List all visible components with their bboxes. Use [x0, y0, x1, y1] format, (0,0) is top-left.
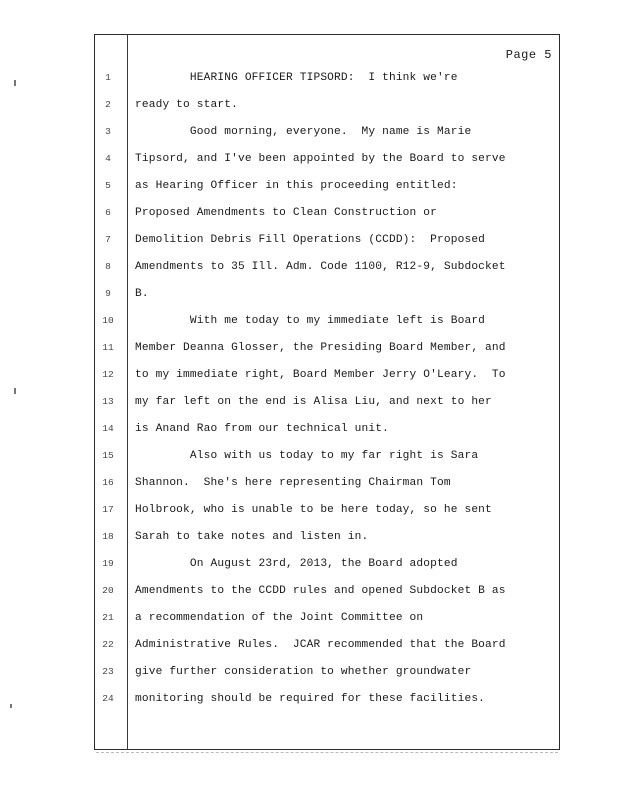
- transcript-line: B.: [135, 288, 149, 300]
- line-number: 14: [102, 423, 114, 434]
- transcript-line: Administrative Rules. JCAR recommended that the Board: [135, 639, 506, 651]
- transcript-line: to my immediate right, Board Member Jerry O'Leary. To: [135, 369, 506, 381]
- line-number: 16: [102, 477, 114, 488]
- line-number: 23: [102, 666, 114, 677]
- scan-mark: [14, 388, 16, 394]
- scan-mark: [10, 704, 12, 708]
- line-number-column: [96, 67, 120, 715]
- line-number: 10: [102, 315, 114, 326]
- line-number: 18: [102, 531, 114, 542]
- transcript-line: Demolition Debris Fill Operations (CCDD): Proposed: [135, 234, 486, 246]
- line-number: 17: [102, 504, 114, 515]
- line-number: 11: [102, 342, 114, 353]
- transcript-body: [135, 67, 551, 715]
- transcript-line: Holbrook, who is unable to be here today, so he sent: [135, 504, 492, 516]
- transcript-line: Also with us today to my far right is Sara: [135, 450, 479, 462]
- transcript-line: as Hearing Officer in this proceeding entitled:: [135, 180, 458, 192]
- line-number: 5: [105, 180, 111, 191]
- transcript-line: Good morning, everyone. My name is Marie: [135, 126, 472, 138]
- line-number: 15: [102, 450, 114, 461]
- transcript-line: Amendments to 35 Ill. Adm. Code 1100, R12-9, Subdocket: [135, 261, 506, 273]
- line-number: 4: [105, 153, 111, 164]
- transcript-line: a recommendation of the Joint Committee on: [135, 612, 424, 624]
- transcript-line: Tipsord, and I've been appointed by the Board to serve: [135, 153, 506, 165]
- transcript-line: my far left on the end is Alisa Liu, and next to her: [135, 396, 492, 408]
- line-number: 8: [105, 261, 111, 272]
- line-number: 6: [105, 207, 111, 218]
- page-number: Page 5: [505, 48, 552, 62]
- transcript-line: give further consideration to whether groundwater: [135, 666, 472, 678]
- line-number: 19: [102, 558, 114, 569]
- transcript-line: Proposed Amendments to Clean Construction or: [135, 207, 437, 219]
- line-number: 24: [102, 693, 114, 704]
- transcript-line: Shannon. She's here representing Chairman Tom: [135, 477, 451, 489]
- transcript-line: Amendments to the CCDD rules and opened Subdocket B as: [135, 585, 506, 597]
- transcript-line: On August 23rd, 2013, the Board adopted: [135, 558, 458, 570]
- line-number: 22: [102, 639, 114, 650]
- line-number: 12: [102, 369, 114, 380]
- line-number: 3: [105, 126, 111, 137]
- line-number: 13: [102, 396, 114, 407]
- line-number: 1: [105, 72, 111, 83]
- footer-rule: [96, 752, 558, 754]
- line-number: 7: [105, 234, 111, 245]
- line-number: 9: [105, 288, 111, 299]
- transcript-line: ready to start.: [135, 99, 238, 111]
- line-number: 21: [102, 612, 114, 623]
- scan-mark: [14, 80, 16, 86]
- transcript-line: HEARING OFFICER TIPSORD: I think we're: [135, 72, 458, 84]
- margin-rule: [127, 34, 128, 750]
- transcript-line: Sarah to take notes and listen in.: [135, 531, 369, 543]
- line-number: 20: [102, 585, 114, 596]
- transcript-line: monitoring should be required for these facilities.: [135, 693, 486, 705]
- transcript-line: With me today to my immediate left is Board: [135, 315, 486, 327]
- transcript-line: Member Deanna Glosser, the Presiding Board Member, and: [135, 342, 506, 354]
- line-number: 2: [105, 99, 111, 110]
- transcript-line: is Anand Rao from our technical unit.: [135, 423, 389, 435]
